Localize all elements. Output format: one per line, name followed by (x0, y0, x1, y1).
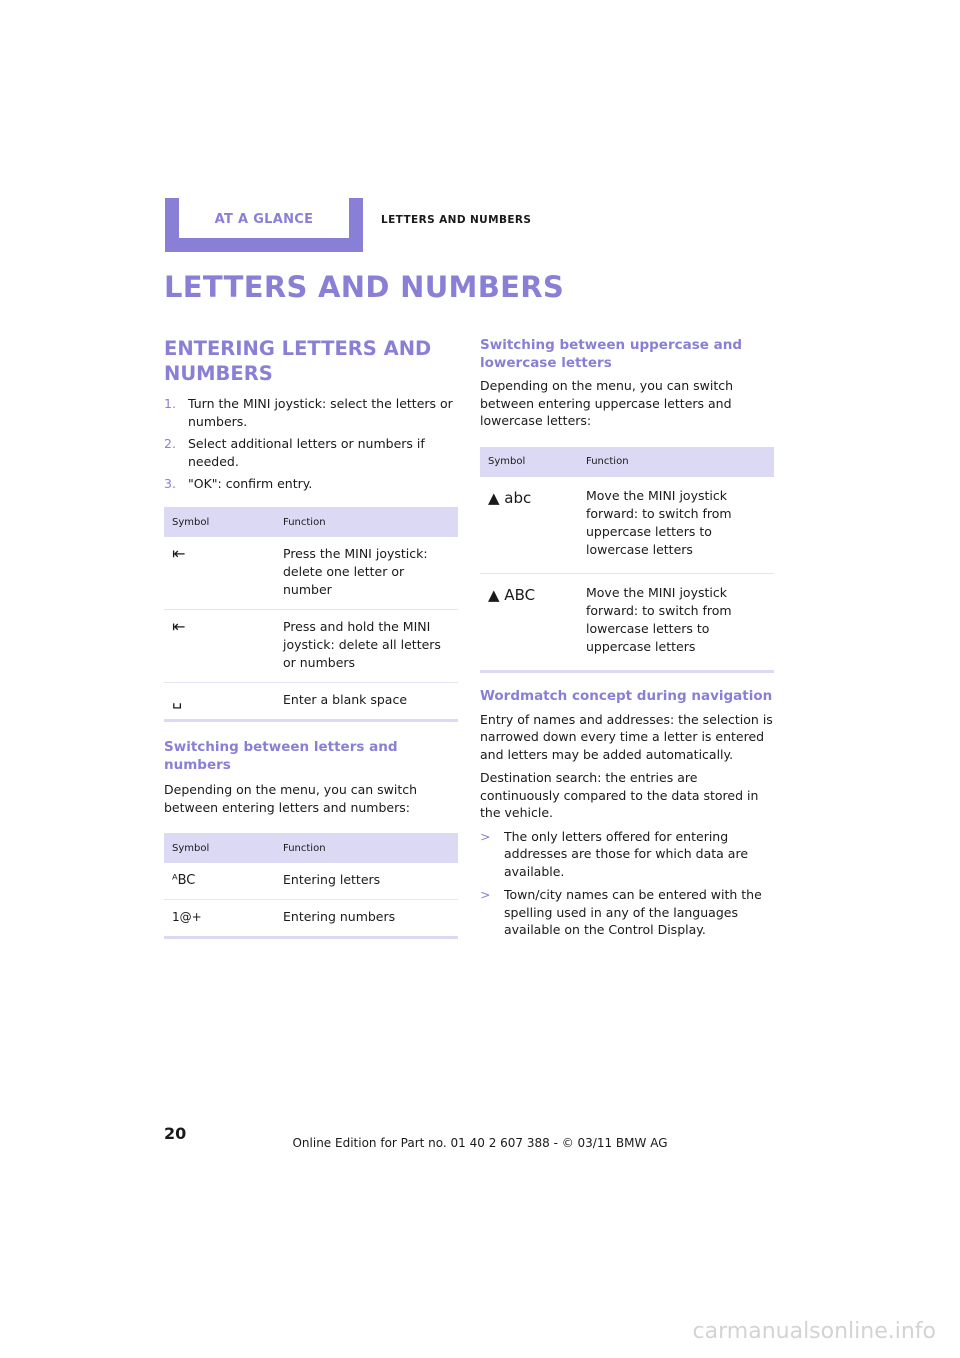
step-number: 3. (164, 476, 176, 491)
function-text: Move the MINI joystick forward: to switch from uppercase letters to lowercase letters (578, 477, 774, 574)
page-number: 20 (164, 1124, 187, 1143)
entering-heading: ENTERING LETTERS AND NUMBERS (164, 337, 432, 385)
uppercase-abc-icon: ▲ ABC (488, 585, 536, 604)
wordmatch-para-2: Destination search: the entries are continuously compared to the data stored in the vehicle. (480, 770, 759, 820)
step-text: Turn the MINI joystick: select the letters or numbers. (188, 396, 453, 429)
function-text: Enter a blank space (283, 692, 408, 707)
table-row (480, 477, 774, 574)
list-item (480, 886, 774, 939)
numbers-mode-icon: 1@+ (172, 910, 202, 924)
left-column (164, 336, 458, 939)
lowercase-abc-icon: ▲ abc (488, 488, 532, 507)
table-row (164, 863, 458, 900)
function-text: Move the MINI joystick forward: to switch from lowercase letters to uppercase letters (586, 584, 732, 654)
table-header-row (164, 833, 458, 863)
entering-symbol-table (164, 507, 458, 722)
bullet-arrow-icon: > (480, 828, 491, 844)
table-header-row (164, 507, 458, 537)
table-row (164, 900, 458, 938)
bullet-text: The only letters offered for entering addresses are those for which data are available. (504, 828, 749, 879)
section-tab (165, 198, 363, 252)
blank-space-icon: ␣ (172, 690, 183, 709)
right-column (480, 336, 774, 945)
table-row (480, 573, 774, 671)
step-number: 2. (164, 436, 176, 451)
delete-arrow-icon: ⇤ (172, 544, 186, 563)
function-column-header: Function (275, 507, 458, 537)
function-column-header: Function (578, 447, 774, 477)
table-row (164, 610, 458, 683)
case-symbol-table (480, 447, 774, 673)
watermark: carmanualsonline.info (692, 1319, 936, 1344)
function-column-header: Function (275, 833, 458, 863)
symbol-column-header: Symbol (164, 833, 275, 863)
delete-all-arrow-icon: ⇤ (172, 617, 186, 636)
running-head: LETTERS AND NUMBERS (381, 214, 532, 226)
step-text: Select additional letters or numbers if needed. (188, 436, 425, 469)
switch-case-intro: Depending on the menu, you can switch between entering uppercase letters and lowercase letters: (480, 378, 734, 428)
list-item (480, 828, 774, 881)
step-text: "OK": confirm entry. (188, 476, 313, 491)
letters-mode-icon: ᴬBC (172, 873, 196, 888)
function-text: Press and hold the MINI joystick: delete all letters or numbers (275, 610, 458, 683)
switch-letters-numbers-intro: Depending on the menu, you can switch between entering letters and numbers: (164, 782, 418, 815)
page-title: LETTERS AND NUMBERS (164, 270, 565, 304)
wordmatch-bullets (480, 828, 774, 939)
wordmatch-para-1: Entry of names and addresses: the selection is narrowed down every time a letter is entered and letters may be added automatically. (480, 711, 773, 762)
bullet-text: Town/city names can be entered with the spelling used in any of the languages available on the Control Display. (504, 887, 762, 937)
section-tab-inner (179, 198, 349, 238)
step-item (164, 475, 458, 493)
switch-letters-numbers-heading: Switching between letters and numbers (164, 739, 398, 773)
section-tab-label: AT A GLANCE (214, 212, 314, 227)
edition-footer: Online Edition for Part no. 01 40 2 607 388 - © 03/11 BMW AG (292, 1136, 668, 1150)
bullet-arrow-icon: > (480, 887, 491, 902)
table-row (164, 683, 458, 721)
table-header-row (480, 447, 774, 477)
step-number: 1. (164, 396, 176, 411)
symbol-column-header: Symbol (480, 447, 578, 477)
function-text: Entering numbers (283, 909, 396, 924)
wordmatch-heading: Wordmatch concept during navigation (480, 687, 773, 704)
switch-case-heading: Switching between uppercase and lowercase letters (480, 337, 742, 371)
table-row (164, 537, 458, 610)
entering-steps (164, 395, 458, 493)
symbol-column-header: Symbol (164, 507, 275, 537)
step-item (164, 435, 458, 471)
letters-numbers-symbol-table (164, 833, 458, 939)
function-text: Entering letters (275, 863, 458, 900)
step-item (164, 395, 458, 431)
function-text: Press the MINI joystick: delete one letter or number (275, 537, 458, 610)
